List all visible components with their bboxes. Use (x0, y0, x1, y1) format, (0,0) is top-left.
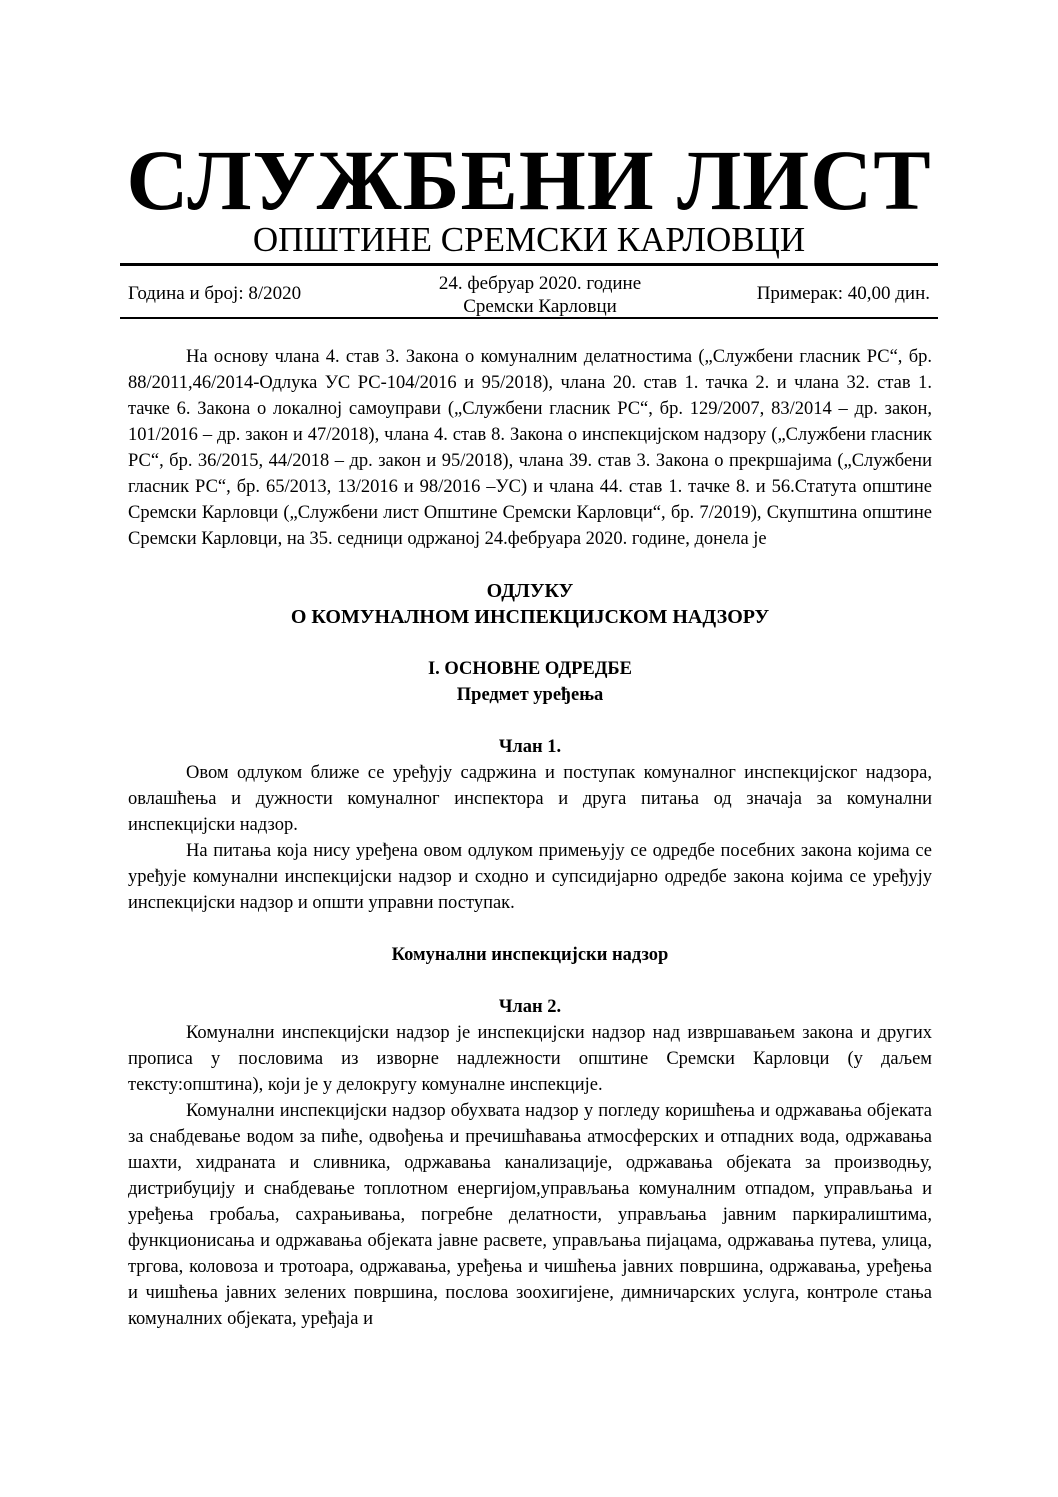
article-2-paragraph-1: Комунални инспекцијски надзор је инспекцијски надзор над извршавањем закона и других прописа у пословима из изворне надлежности општине Сремски Карловци (у даљем тексту:општина), који је у делокругу комуналне инспекције. (128, 1023, 932, 1095)
section-heading-supervision: Комунални инспекцијски надзор (391, 945, 669, 965)
issue-year-number: Година и број: 8/2020 (128, 283, 302, 304)
article-1-heading: Члан 1. (498, 737, 562, 757)
decision-title: ОДЛУКУ (486, 580, 574, 602)
header-rule-top (120, 263, 938, 266)
preamble-paragraph: На основу члана 4. став 3. Закона о комуналним делатностима („Службени гласник РС“, бр. 88/2011,46/2014-Одлука УС РС-104/2016 и 95/2018), члана 20. став 1. тачка 2. и члана 32. став 1. тачке 6. Закона о локалној самоуправи („Службени гласник РС“, бр. 129/2007, 83/2014 – др. закон, 101/2016 – др. закон и 47/2018), члана 4. став 8. Закона о инспекцијском надзору („Службени гласник РС“, бр. 36/2015, 44/2018 – др. закон и 95/2018), члана 39. став 3. Закона о прекршајима („Службени гласник РС“, бр. 65/2013, 13/2016 и 98/2016 –УС) и члана 44. став 1. тачке 8. и 56.Статута општине Сремски Карловци („Службени лист Општине Сремски Карловци“, бр. 7/2019), Скупштина општине Сремски Карловци, на 35. седници одржаној 24.фебруара 2020. године, донела је (128, 347, 932, 549)
issue-price: Примерак: 40,00 дин. (756, 283, 930, 304)
chapter-heading: I. ОСНОВНЕ ОДРЕДБЕ (427, 659, 633, 679)
issue-place: Сремски Карловци (463, 296, 617, 317)
issue-date-place (400, 272, 680, 318)
header-rule-bottom (120, 317, 938, 319)
article-1-paragraph-1: Овом одлуком ближе се уређују садржина и поступак комуналног инспекцијског надзора, овлашћења и дужности комуналног инспектора и друга питања од значаја за комунални инспекцијски надзор. (128, 763, 932, 835)
decision-subtitle: О КОМУНАЛНОМ ИНСПЕКЦИЈСКОМ НАДЗОРУ (290, 606, 770, 628)
masthead-title: СЛУЖБЕНИ ЛИСТ (126, 132, 932, 228)
article-1-paragraph-2: На питања која нису уређена овом одлуком примењују се одредбе посебних закона којима се уређује комунални инспекцијски надзор и сходно и супсидијарно одредбе закона којима се уређују инспекцијски надзор и општи управни поступак. (128, 841, 932, 913)
section-heading-subject: Предмет уређења (456, 685, 604, 705)
article-2-paragraph-2: Комунални инспекцијски надзор обухвата надзор у погледу коришћења и одржавања објеката за снабдевање водом за пиће, одвођења и пречишћавања атмосферских и отпадних вода, одржавања шахти, хидраната и сливника, одржавања канализације, одржавања објеката за производњу, дистрибуцију и снабдевање топлотном енергијом,управљања комуналним отпадом, управљања и уређења гробаља, сахрањивања, погребне делатности, управљања јавним паркиралиштима, функционисања и одржавања објеката јавне расвете, управљања пијацама, одржавања путева, улица, тргова, коловоза и тротоара, одржавања, уређења и чишћења јавних површина, одржавања, уређења и чишћења јавних зелених површина, послова зоохигијене, димничарских услуга, контроле стања комуналних објеката, уређаја и (128, 1101, 932, 1329)
document-body (128, 344, 932, 1332)
issue-date: 24. фебруар 2020. године (438, 273, 642, 294)
masthead-subtitle: ОПШТИНЕ СРЕМСКИ КАРЛОВЦИ (252, 220, 806, 259)
article-2-heading: Члан 2. (498, 997, 562, 1017)
